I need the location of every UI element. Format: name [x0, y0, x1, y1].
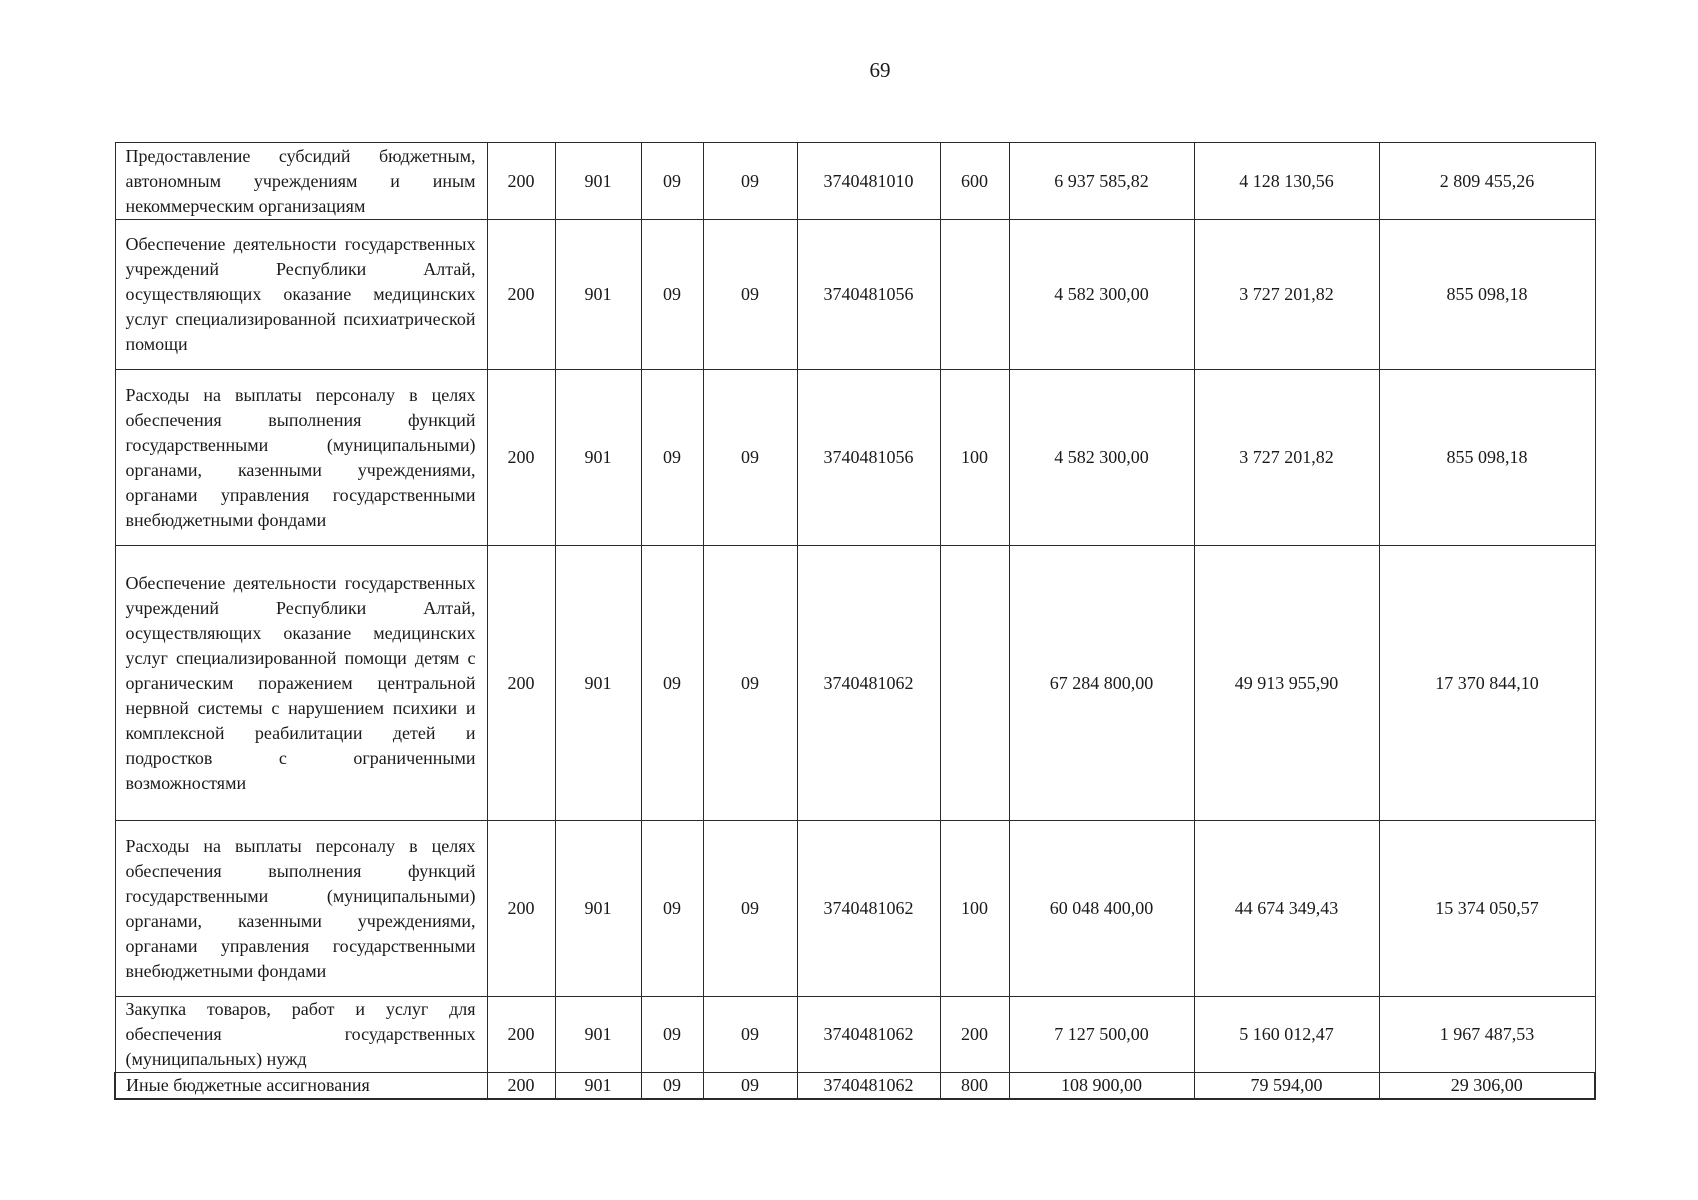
amount-executed-cell: 3 727 201,82: [1194, 370, 1379, 546]
amount-executed-cell: 44 674 349,43: [1194, 821, 1379, 997]
expense-type-cell: 800: [940, 1073, 1009, 1100]
amount-remaining-cell: 1 967 487,53: [1379, 997, 1595, 1073]
admin-code-cell: 200: [487, 220, 555, 370]
section-code-cell: 09: [641, 1073, 703, 1100]
admin-code-cell: 200: [487, 370, 555, 546]
amount-executed-cell: 79 594,00: [1194, 1073, 1379, 1100]
budget-table: [114, 142, 1596, 1100]
amount-plan-cell: 108 900,00: [1009, 1073, 1194, 1100]
row-description: Обеспечение деятельности государственных учреждений Республики Алтай, осуществляющих оказание медицинских услуг специализированной психиатрической помощи: [115, 220, 487, 370]
ministry-code-cell: 901: [555, 546, 641, 821]
table-row: [115, 1073, 1595, 1100]
amount-plan-cell: 6 937 585,82: [1009, 143, 1194, 220]
amount-plan-cell: 7 127 500,00: [1009, 997, 1194, 1073]
ministry-code-cell: 901: [555, 821, 641, 997]
row-description: Расходы на выплаты персоналу в целях обеспечения выполнения функций государственными (муниципальными) органами, казенными учреждениями, органами управления государственными внебюджетными фондами: [115, 370, 487, 546]
subsection-code-cell: 09: [703, 1073, 797, 1100]
amount-remaining-cell: 855 098,18: [1379, 370, 1595, 546]
expense-type-cell: 200: [940, 997, 1009, 1073]
row-description: Предоставление субсидий бюджетным, автономным учреждениям и иным некоммерческим организациям: [115, 143, 487, 220]
amount-remaining-cell: 17 370 844,10: [1379, 546, 1595, 821]
expense-type-cell: [940, 220, 1009, 370]
ministry-code-cell: 901: [555, 1073, 641, 1100]
table-row: [115, 220, 1595, 370]
target-code-cell: 3740481056: [797, 370, 940, 546]
subsection-code-cell: 09: [703, 220, 797, 370]
subsection-code-cell: 09: [703, 546, 797, 821]
admin-code-cell: 200: [487, 546, 555, 821]
admin-code-cell: 200: [487, 143, 555, 220]
amount-plan-cell: 4 582 300,00: [1009, 370, 1194, 546]
amount-plan-cell: 60 048 400,00: [1009, 821, 1194, 997]
amount-remaining-cell: 855 098,18: [1379, 220, 1595, 370]
target-code-cell: 3740481062: [797, 997, 940, 1073]
amount-executed-cell: 5 160 012,47: [1194, 997, 1379, 1073]
section-code-cell: 09: [641, 220, 703, 370]
expense-type-cell: [940, 546, 1009, 821]
table-row: [115, 143, 1595, 220]
admin-code-cell: 200: [487, 1073, 555, 1100]
target-code-cell: 3740481056: [797, 220, 940, 370]
ministry-code-cell: 901: [555, 220, 641, 370]
admin-code-cell: 200: [487, 821, 555, 997]
section-code-cell: 09: [641, 143, 703, 220]
target-code-cell: 3740481062: [797, 546, 940, 821]
section-code-cell: 09: [641, 821, 703, 997]
amount-executed-cell: 49 913 955,90: [1194, 546, 1379, 821]
amount-executed-cell: 3 727 201,82: [1194, 220, 1379, 370]
expense-type-cell: 100: [940, 821, 1009, 997]
target-code-cell: 3740481010: [797, 143, 940, 220]
expense-type-cell: 600: [940, 143, 1009, 220]
row-description: Иные бюджетные ассигнования: [115, 1073, 487, 1100]
admin-code-cell: 200: [487, 997, 555, 1073]
table-row: [115, 546, 1595, 821]
ministry-code-cell: 901: [555, 997, 641, 1073]
subsection-code-cell: 09: [703, 821, 797, 997]
section-code-cell: 09: [641, 370, 703, 546]
section-code-cell: 09: [641, 997, 703, 1073]
table-row: [115, 997, 1595, 1073]
target-code-cell: 3740481062: [797, 821, 940, 997]
row-description: Обеспечение деятельности государственных учреждений Республики Алтай, осуществляющих оказание медицинских услуг специализированной помощи детям с органическим поражением центральной нервной системы с нарушением психики и комплексной реабилитации детей и подростков с ограниченными возможностями: [115, 546, 487, 821]
amount-remaining-cell: 15 374 050,57: [1379, 821, 1595, 997]
row-description: Закупка товаров, работ и услуг для обеспечения государственных (муниципальных) нужд: [115, 997, 487, 1073]
row-description: Расходы на выплаты персоналу в целях обеспечения выполнения функций государственными (муниципальными) органами, казенными учреждениями, органами управления государственными внебюджетными фондами: [115, 821, 487, 997]
subsection-code-cell: 09: [703, 370, 797, 546]
amount-executed-cell: 4 128 130,56: [1194, 143, 1379, 220]
section-code-cell: 09: [641, 546, 703, 821]
amount-plan-cell: 67 284 800,00: [1009, 546, 1194, 821]
table-row: [115, 821, 1595, 997]
subsection-code-cell: 09: [703, 143, 797, 220]
expense-type-cell: 100: [940, 370, 1009, 546]
amount-remaining-cell: 29 306,00: [1379, 1073, 1595, 1100]
subsection-code-cell: 09: [703, 997, 797, 1073]
amount-remaining-cell: 2 809 455,26: [1379, 143, 1595, 220]
page-number: 69: [869, 58, 891, 82]
target-code-cell: 3740481062: [797, 1073, 940, 1100]
ministry-code-cell: 901: [555, 370, 641, 546]
amount-plan-cell: 4 582 300,00: [1009, 220, 1194, 370]
ministry-code-cell: 901: [555, 143, 641, 220]
table-row: [115, 370, 1595, 546]
